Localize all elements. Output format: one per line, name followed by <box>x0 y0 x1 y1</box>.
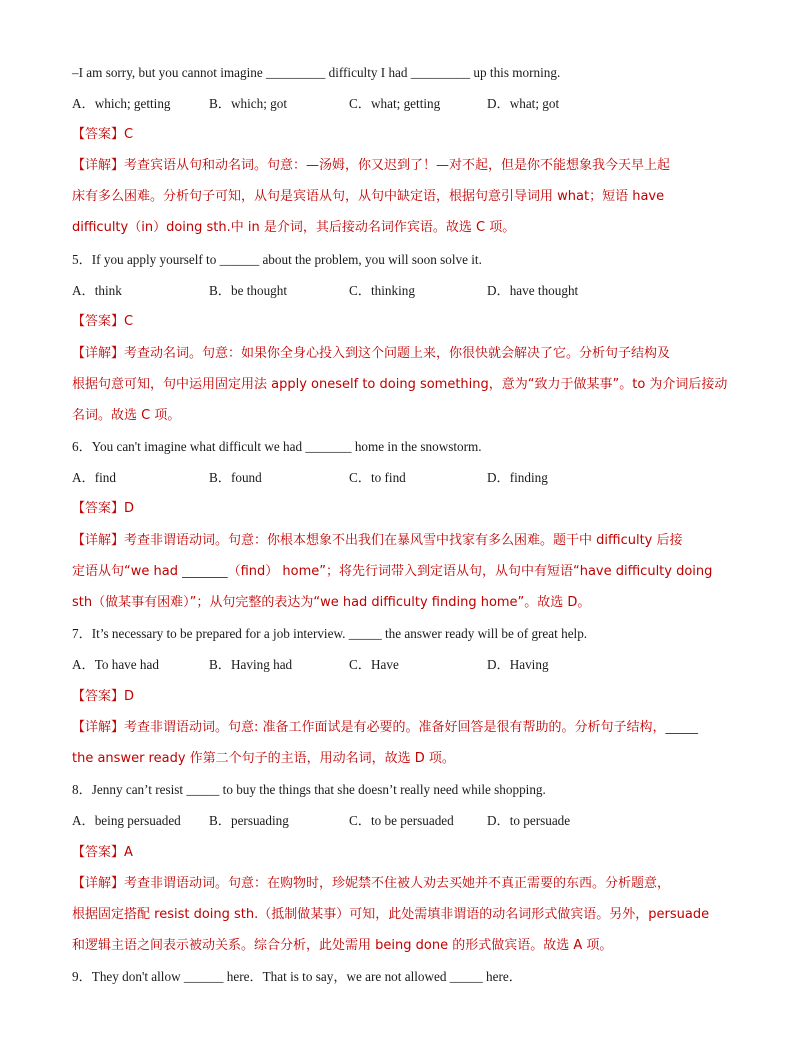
q7-detail-line-2: the answer ready 作第二个句子的主语，用动名词，故选 D 项。 <box>72 751 455 766</box>
q8-detail-line-2: 根据固定搭配 resist doing sth.（抵制做某事）可知，此处需填非谓语的动名词形式做宾语。另外，persuade <box>72 907 710 922</box>
q5-detail-line-2: 根据句意可知，句中运用固定用法 apply oneself to doing something，意为“致力于做某事”。to 为介词后接动 <box>72 377 728 392</box>
question-7-stem: 7．It’s necessary to be prepared for a job interview. _____ the answer ready will be of great help. <box>72 626 588 641</box>
q5-option-a: A．think <box>72 283 122 298</box>
q8-option-a: A．being persuaded <box>72 813 181 828</box>
q6-option-d: D．finding <box>487 470 548 485</box>
q8-option-b: B．persuading <box>209 813 289 828</box>
question-8-stem: 8．Jenny can’t resist _____ to buy the things that she doesn’t really need while shopping. <box>72 782 546 797</box>
q5-answer: 【答案】C <box>72 314 134 329</box>
q4-option-d: D．what; got <box>487 96 560 111</box>
q6-option-a: A．find <box>72 470 116 485</box>
q4-option-a: A．which; getting <box>72 96 171 111</box>
q7-answer: 【答案】D <box>72 689 135 704</box>
q4-detail-line-2: 床有多么困难。分析句子可知，从句是宾语从句，从句中缺定语，根据句意引导词用 what；短语 have <box>72 189 665 204</box>
q8-detail-line-1: 【详解】考查非谓语动词。句意：在购物时，珍妮禁不住被人劝去买她并不真正需要的东西。分析题意， <box>72 876 671 891</box>
q7-detail-line-1: 【详解】考查非谓语动词。句意: 准备工作面试是有必要的。准备好回答是很有帮助的。分析句子结构，_____ <box>72 720 699 735</box>
q6-detail-line-2: 定语从句“we had _______（find） home”；将先行词带入到定语从句，从句中有短语“have difficulty doing <box>72 564 713 579</box>
q5-option-c: C．thinking <box>349 283 415 298</box>
q7-option-c: C．Have <box>349 657 399 672</box>
question-9-stem: 9．They don't allow ______ here．That is to say，we are not allowed _____ here． <box>72 969 522 984</box>
q8-option-c: C．to be persuaded <box>349 813 454 828</box>
q6-option-c: C．to find <box>349 470 406 485</box>
q5-option-d: D．have thought <box>487 283 579 298</box>
q4-detail-line-3: difficulty（in）doing sth.中 in 是介词，其后接动名词作宾语。故选 C 项。 <box>72 220 516 235</box>
q6-option-b: B．found <box>209 470 262 485</box>
q5-detail-line-3: 名词。故选 C 项。 <box>72 408 181 423</box>
q7-option-a: A．To have had <box>72 657 159 672</box>
question-4-stem: –I am sorry, but you cannot imagine _________ difficulty I had _________ up this morning. <box>72 65 561 80</box>
q6-detail-line-1: 【详解】考查非谓语动词。句意：你根本想象不出我们在暴风雪中找家有多么困难。题干中 difficulty 后接 <box>72 533 683 548</box>
q4-answer: 【答案】C <box>72 127 134 142</box>
question-5-stem: 5．If you apply yourself to ______ about the problem, you will soon solve it. <box>72 252 482 267</box>
q8-answer: 【答案】A <box>72 845 133 860</box>
question-6-stem: 6．You can't imagine what difficult we had _______ home in the snowstorm. <box>72 439 482 454</box>
q7-option-d: D．Having <box>487 657 549 672</box>
q6-detail-line-3: sth（做某事有困难）”；从句完整的表达为“we had difficulty finding home”。故选 D。 <box>72 595 591 610</box>
q4-option-b: B．which; got <box>209 96 288 111</box>
q5-option-b: B．be thought <box>209 283 288 298</box>
q5-detail-line-1: 【详解】考查动名词。句意：如果你全身心投入到这个问题上来，你很快就会解决了它。分析句子结构及 <box>72 346 671 361</box>
q6-answer: 【答案】D <box>72 501 135 516</box>
q7-option-b: B．Having had <box>209 657 293 672</box>
q8-detail-line-3: 和逻辑主语之间表示被动关系。综合分析，此处需用 being done 的形式做宾语。故选 A 项。 <box>72 938 613 953</box>
q4-detail-line-1: 【详解】考查宾语从句和动名词。句意：—汤姆，你又迟到了！—对不起，但是你不能想象我今天早上起 <box>72 158 671 173</box>
q8-option-d: D．to persuade <box>487 813 571 828</box>
q4-option-c: C．what; getting <box>349 96 441 111</box>
